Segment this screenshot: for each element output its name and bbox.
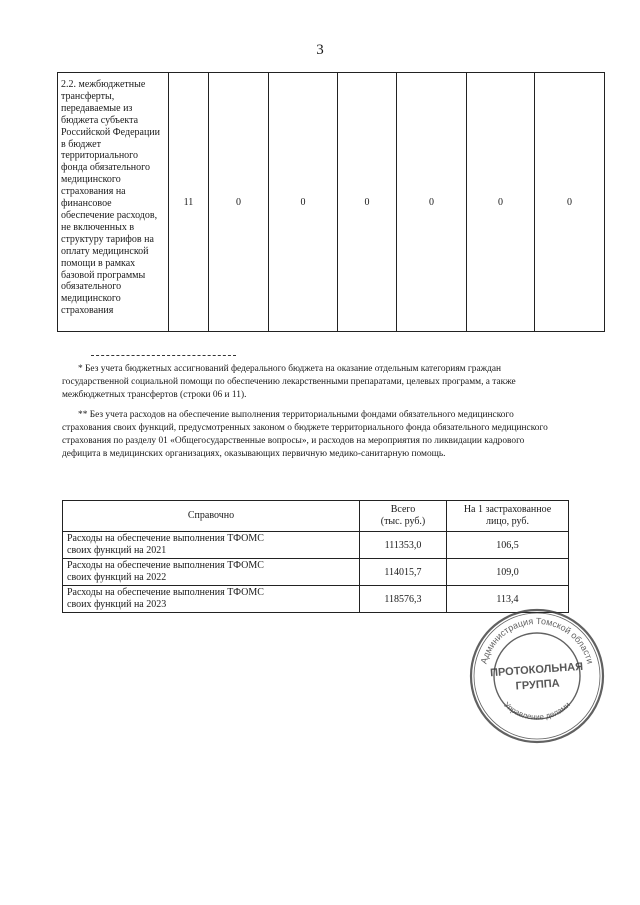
row-label-line: базовой программы (61, 269, 146, 281)
row-label-line: территориального (61, 150, 139, 162)
row-label-line: бюджета субъекта (61, 114, 139, 126)
value-cell: 0 (338, 73, 397, 332)
row-label-line: медицинского (61, 293, 121, 305)
table-row (63, 532, 569, 559)
stamp-center-line: ПРОТОКОЛЬНАЯ (489, 660, 584, 680)
page-number: 3 (316, 42, 324, 58)
total-value: 111353,0 (360, 532, 447, 559)
per-person-value: 106,5 (447, 532, 569, 559)
row-label-line: обязательного (61, 281, 122, 293)
official-stamp (467, 606, 607, 746)
footnote-line: страхования своих функций, предусмотренных законом о бюджете территориального фонда обязательного медицинского (62, 423, 548, 433)
footnote-line: государственной социальной помощи по обеспечению лекарственными препаратами, целевых программ, а также (62, 377, 516, 387)
row-label-line: медицинского (61, 174, 121, 186)
stamp-bottom-text: Управление делами (502, 700, 572, 722)
footnote-divider (91, 355, 236, 356)
per-person-value: 113,4 (447, 586, 569, 613)
row-label-line: финансовое (61, 198, 112, 210)
footnote-line: дефицита в медицинских организациях, оказывающих первичную медико-санитарную помощь. (62, 449, 446, 459)
total-value: 118576,3 (360, 586, 447, 613)
per-person-value: 109,0 (447, 559, 569, 586)
row-label: Расходы на обеспечение выполнения ТФОМС своих функций на 2021 (63, 532, 360, 559)
row-label-line: 2.2. межбюджетные (61, 79, 146, 90)
row-label (58, 73, 169, 332)
row-label-line: помощи в рамках (61, 257, 136, 269)
footnote-one (62, 363, 582, 402)
row-label-line: обеспечение расходов, (61, 209, 158, 221)
value-cell: 0 (397, 73, 467, 332)
row-label-line: фонда обязательного (61, 162, 150, 174)
row-label-line: страхования (61, 305, 114, 317)
row-label: Расходы на обеспечение выполнения ТФОМС своих функций на 2022 (63, 559, 360, 586)
row-label-line: в бюджет (61, 138, 101, 150)
value-cell: 0 (535, 73, 605, 332)
value-cell: 0 (269, 73, 338, 332)
stamp-center-line: ГРУППА (515, 677, 561, 693)
footnote-line: межбюджетных трансфертов (строки 06 и 11). (62, 390, 247, 400)
footnote-line: страхования по разделу 01 «Общегосударственные вопросы», и расходов на мероприятия по ликвидации кадрового (62, 436, 525, 446)
header-total: Всего (тыс. руб.) (360, 501, 447, 532)
header-per-person: На 1 застрахованное лицо, руб. (447, 501, 569, 532)
table-row (63, 559, 569, 586)
header-reference: Справочно (63, 501, 360, 532)
table-row (58, 73, 605, 332)
footnote-two (62, 409, 582, 461)
row-number-cell: 11 (169, 73, 209, 332)
stamp-outer-text: Администрация Томской области (478, 615, 596, 665)
reference-table (62, 500, 569, 613)
row-label-line: передаваемые из (61, 102, 133, 114)
value-cell: 0 (467, 73, 535, 332)
footnote-line: ** Без учета расходов на обеспечение выполнения территориальными фондами обязательного медицинского (78, 410, 514, 420)
value-cell: 0 (209, 73, 269, 332)
row-label-line: трансферты, (61, 90, 115, 102)
row-label-line: оплату медицинской (61, 245, 149, 257)
footnote-line: * Без учета бюджетных ассигнований федерального бюджета на оказание отдельным категориям граждан (78, 364, 502, 374)
row-label-line: Российской Федерации (61, 126, 161, 138)
row-label-line: страхования на (61, 186, 126, 198)
table-header-row (63, 501, 569, 532)
row-label: Расходы на обеспечение выполнения ТФОМС своих функций на 2023 (63, 586, 360, 613)
total-value: 114015,7 (360, 559, 447, 586)
budget-table (57, 72, 605, 332)
row-label-line: не включенных в (61, 221, 135, 233)
row-label-line: структуру тарифов на (61, 233, 154, 245)
